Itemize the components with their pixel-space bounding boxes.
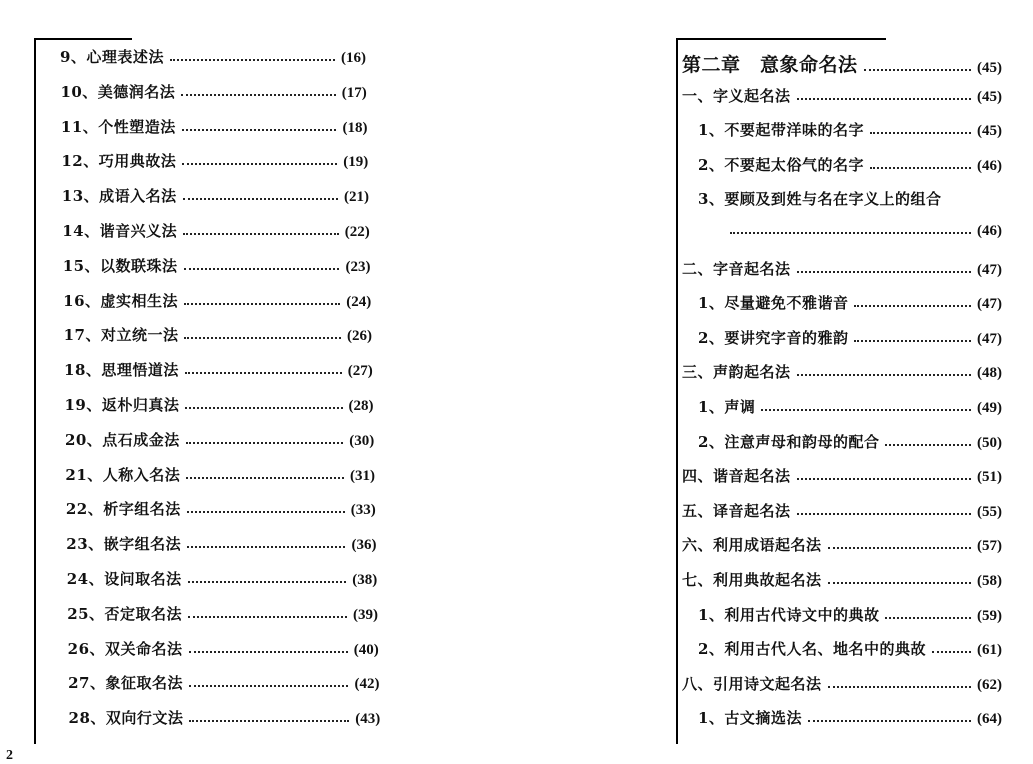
toc-entry-title: 第二章 意象命名法 xyxy=(682,54,858,76)
toc-entry[interactable] xyxy=(66,533,376,554)
toc-entry-title: 1、声调 xyxy=(698,398,756,416)
toc-entry-page: (47) xyxy=(977,261,1002,278)
toc-entry[interactable] xyxy=(63,290,371,311)
toc-entry[interactable] xyxy=(698,431,1002,452)
toc-entry[interactable] xyxy=(682,258,1002,279)
toc-entry[interactable] xyxy=(65,394,374,415)
right-page xyxy=(600,0,1033,760)
dot-leader xyxy=(797,478,971,480)
toc-entry-page: (46) xyxy=(977,223,1002,239)
toc-entry[interactable] xyxy=(61,116,368,137)
toc-entry[interactable] xyxy=(67,603,378,624)
toc-entry-page: (51) xyxy=(977,469,1002,486)
dot-leader xyxy=(189,651,348,653)
toc-entry[interactable] xyxy=(698,638,1002,659)
toc-entry-title: 1、利用古代诗文中的典故 xyxy=(698,605,880,624)
dot-leader xyxy=(182,163,337,165)
toc-entry-title: 27、象征取名法 xyxy=(68,674,183,693)
toc-entry-page: (45) xyxy=(977,60,1002,76)
dot-leader xyxy=(186,477,344,479)
toc-entry-page: (57) xyxy=(977,538,1002,555)
dot-leader xyxy=(870,167,971,169)
toc-entry-page: (55) xyxy=(977,503,1002,520)
toc-entry-title: 1、尽量避免不雅谐音 xyxy=(698,294,849,313)
toc-entry-page: (48) xyxy=(977,365,1002,382)
toc-entry[interactable] xyxy=(682,534,1002,555)
toc-entry-page: (42) xyxy=(354,676,380,693)
toc-entry-title: 15、以数联珠法 xyxy=(62,256,178,275)
toc-entry[interactable] xyxy=(62,185,369,206)
toc-entry-title: 16、虚实相生法 xyxy=(63,291,179,310)
left-frame-top-rule xyxy=(34,38,132,40)
toc-entry[interactable] xyxy=(698,396,1002,417)
toc-entry[interactable] xyxy=(682,569,1002,590)
dot-leader xyxy=(189,720,349,722)
toc-entry[interactable] xyxy=(60,46,366,67)
toc-entry-title: 17、对立统一法 xyxy=(63,326,179,345)
toc-entry-title: 9、心理表述法 xyxy=(60,48,164,66)
toc-entry-page: (39) xyxy=(352,606,378,623)
toc-entry[interactable] xyxy=(67,568,378,589)
toc-entry[interactable] xyxy=(682,673,1002,694)
toc-entry-page: (36) xyxy=(351,537,377,554)
toc-entry-title: 2、利用古代人名、地名中的典故 xyxy=(698,640,926,659)
dot-leader xyxy=(181,94,335,96)
toc-entry[interactable] xyxy=(68,638,379,659)
toc-entry[interactable] xyxy=(61,150,368,171)
dot-leader xyxy=(932,651,971,653)
toc-entry-title: 2、要讲究字音的雅韵 xyxy=(698,328,849,347)
dot-leader xyxy=(186,442,343,444)
toc-entry[interactable] xyxy=(66,498,376,519)
toc-entry[interactable] xyxy=(63,255,371,276)
toc-entry[interactable] xyxy=(60,81,366,102)
toc-entry-title: 24、设问取名法 xyxy=(66,570,182,588)
toc-entry-page: (22) xyxy=(344,224,370,240)
toc-entry-page: (21) xyxy=(343,189,369,206)
toc-entry[interactable] xyxy=(62,220,370,241)
toc-entry-title: 22、析字组名法 xyxy=(65,500,181,519)
toc-entry[interactable] xyxy=(65,429,374,450)
dot-leader xyxy=(797,513,971,515)
dot-leader xyxy=(184,303,340,305)
toc-entry-title: 20、点石成金法 xyxy=(64,430,180,449)
dot-leader xyxy=(183,233,339,235)
toc-entry-page: (38) xyxy=(352,572,378,588)
toc-entry[interactable] xyxy=(698,119,1002,140)
toc-entry-title: 四、谐音起名法 xyxy=(682,467,791,486)
toc-entry[interactable] xyxy=(698,604,1002,625)
toc-entry[interactable] xyxy=(682,361,1002,382)
toc-entry-page: (27) xyxy=(347,363,373,380)
toc-entry-title: 26、双关命名法 xyxy=(67,639,183,658)
toc-entry-title: 28、双向行文法 xyxy=(68,709,184,728)
toc-entry[interactable] xyxy=(682,50,1002,77)
toc-entry[interactable] xyxy=(682,85,1002,106)
dot-leader xyxy=(797,374,971,376)
dot-leader xyxy=(188,581,347,583)
toc-entry-page: (49) xyxy=(977,400,1002,416)
dot-leader xyxy=(189,685,349,687)
toc-entry[interactable] xyxy=(698,188,1002,209)
left-page xyxy=(0,0,500,763)
toc-entry-page: (59) xyxy=(977,607,1002,624)
dot-leader xyxy=(184,337,341,339)
toc-entry-page: (24) xyxy=(346,293,372,310)
toc-entry-page: (19) xyxy=(343,154,369,171)
toc-entry[interactable] xyxy=(65,464,375,485)
toc-entry-page: (47) xyxy=(977,330,1002,347)
toc-entry[interactable] xyxy=(682,465,1002,486)
toc-entry-page: (45) xyxy=(977,88,1002,105)
toc-entry-page: (46) xyxy=(977,157,1002,174)
dot-leader xyxy=(187,511,345,513)
dot-leader xyxy=(885,444,971,446)
toc-entry-page: (58) xyxy=(977,573,1002,589)
toc-entry-title: 19、返朴归真法 xyxy=(64,396,180,414)
toc-entry-title: 2、不要起太俗气的名字 xyxy=(698,155,864,174)
toc-entry-title: 七、利用典故起名法 xyxy=(682,571,822,589)
toc-entry-page: (26) xyxy=(346,328,372,345)
toc-entry-title: 18、思理悟道法 xyxy=(64,361,179,380)
toc-entry-page: (16) xyxy=(341,50,366,66)
toc-entry[interactable] xyxy=(682,500,1002,521)
toc-entry-title: 三、声韵起名法 xyxy=(682,363,791,382)
toc-entry-title: 五、译音起名法 xyxy=(682,501,791,520)
dot-leader xyxy=(184,268,340,270)
dot-leader xyxy=(864,69,971,71)
toc-entry-title: 10、美德润名法 xyxy=(60,82,176,101)
toc-entry-title: 21、人称入名法 xyxy=(65,465,181,484)
toc-entry-page: (17) xyxy=(341,84,367,101)
toc-entry-page: (31) xyxy=(349,467,375,484)
toc-entry-title: 12、巧用典故法 xyxy=(61,152,177,171)
toc-entry-title: 3、要顾及到姓与名在字义上的组合 xyxy=(698,190,942,209)
dot-leader xyxy=(170,59,335,61)
toc-entry-title: 14、谐音兴义法 xyxy=(62,222,178,240)
toc-entry-page: (62) xyxy=(977,676,1002,693)
toc-entry[interactable] xyxy=(68,672,379,693)
toc-entry-page: (28) xyxy=(348,398,374,414)
dot-leader xyxy=(183,198,338,200)
toc-entry-page: (40) xyxy=(353,641,379,658)
toc-entry[interactable] xyxy=(69,707,381,728)
right-frame-side-rule xyxy=(676,38,678,744)
toc-entry-title: 25、否定取名法 xyxy=(67,604,183,623)
toc-entry[interactable] xyxy=(698,327,1002,348)
toc-entry-title: 八、引用诗文起名法 xyxy=(682,674,822,693)
dot-leader xyxy=(854,305,971,307)
toc-entry[interactable] xyxy=(730,223,1002,240)
toc-entry[interactable] xyxy=(64,324,372,345)
toc-entry-title: 13、成语入名法 xyxy=(61,187,177,206)
dot-leader xyxy=(185,372,342,374)
toc-entry[interactable] xyxy=(698,707,1002,728)
toc-entry-page: (18) xyxy=(342,119,368,136)
dot-leader xyxy=(885,617,971,619)
toc-entry-page: (47) xyxy=(977,296,1002,313)
toc-entry-page: (33) xyxy=(350,502,376,519)
toc-entry-page: (50) xyxy=(977,434,1002,451)
toc-entry-title: 11、个性塑造法 xyxy=(60,117,176,136)
toc-entry-page: (45) xyxy=(977,123,1002,140)
right-frame-top-rule xyxy=(676,38,886,40)
toc-entry-title: 一、字义起名法 xyxy=(682,86,791,105)
toc-entry-title: 1、古文摘选法 xyxy=(698,709,802,728)
page-number: 2 xyxy=(6,748,13,763)
dot-leader xyxy=(808,720,971,722)
dot-leader xyxy=(187,546,345,548)
left-frame-side-rule xyxy=(34,38,36,744)
toc-entry[interactable] xyxy=(698,154,1002,175)
dot-leader xyxy=(828,686,971,688)
dot-leader xyxy=(870,132,971,134)
toc-entry-page: (61) xyxy=(977,642,1002,659)
toc-entry-page: (43) xyxy=(355,711,381,728)
toc-entry-title: 1、不要起带洋味的名字 xyxy=(698,121,864,140)
dot-leader xyxy=(182,129,337,131)
toc-entry[interactable] xyxy=(698,292,1002,313)
toc-entry[interactable] xyxy=(64,359,373,380)
toc-entry-title: 二、字音起名法 xyxy=(682,259,791,278)
toc-entry-title: 六、利用成语起名法 xyxy=(682,536,822,555)
dot-leader xyxy=(828,547,971,549)
toc-entry-title: 2、注意声母和韵母的配合 xyxy=(698,432,880,451)
toc-entry-page: (23) xyxy=(345,258,371,275)
toc-entry-page: (30) xyxy=(349,432,375,449)
dot-leader xyxy=(797,271,971,273)
dot-leader xyxy=(828,582,971,584)
dot-leader xyxy=(761,409,971,411)
dot-leader xyxy=(188,616,347,618)
dot-leader xyxy=(185,407,342,409)
dot-leader xyxy=(797,98,971,100)
dot-leader xyxy=(854,340,971,342)
toc-entry-page: (64) xyxy=(977,711,1002,728)
dot-leader xyxy=(730,232,971,234)
toc-entry-title: 23、嵌字组名法 xyxy=(66,535,182,554)
